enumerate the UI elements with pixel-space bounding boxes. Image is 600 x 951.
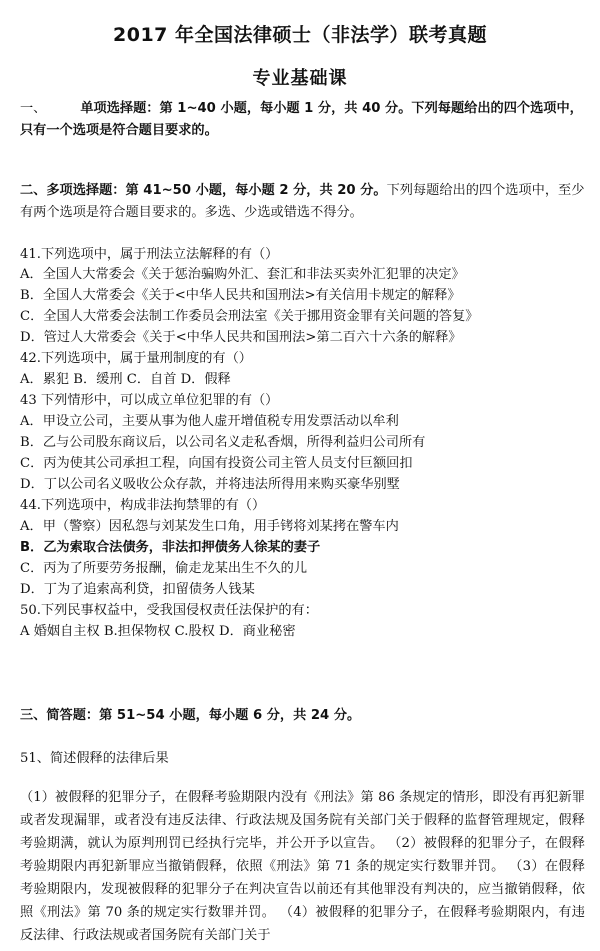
question-option: D．管过人大常委会《关于<中华人民共和国刑法>第二百六十六条的解释》 <box>20 330 462 345</box>
question-option: C．全国人大常委会法制工作委员会刑法室《关于挪用资金罪有关问题的答复》 <box>20 309 479 324</box>
question-option: A．累犯 B．缓刑 C．自首 D．假释 <box>20 372 231 387</box>
question-stem: 43 下列情形中，可以成立单位犯罪的有（） <box>20 393 279 408</box>
question-option: A 婚姻自主权 B.担保物权 C.股权 D．商业秘密 <box>20 624 296 639</box>
question-option: B．全国人大常委会《关于<中华人民共和国刑法>有关信用卡规定的解释》 <box>20 288 461 303</box>
section-heading: 二、多项选择题：第 41~50 小题，每小题 2 分，共 20 分。 <box>20 183 387 198</box>
question-option: A．甲（警察）因私怨与刘某发生口角，用手铐将刘某拷在警车内 <box>20 519 399 534</box>
section-heading: 三、简答题：第 51~54 小题，每小题 6 分，共 24 分。 <box>20 708 361 723</box>
question-option: C．丙为了所要劳务报酬，偷走龙某出生不久的儿 <box>20 561 308 576</box>
section-number: 一、 <box>20 101 47 116</box>
question-option: A．全国人大常委会《关于惩治骗购外汇、套汇和非法买卖外汇犯罪的决定》 <box>20 267 465 282</box>
question-option: D．丁为了追索高利贷，扣留债务人钱某 <box>20 582 255 597</box>
answer-paragraph: （1）被假释的犯罪分子，在假释考验期限内没有《刑法》第 86 条规定的情形，即没有再犯新罪或者发现漏罪，或者没有违反法律、行政法规及国务院有关部门关于假释的监督管理规定，假释考验期满，就认为原判刑罚已经执行完毕，并公开予以宣告。 （2）被假释的犯罪分子，在假释考验期限内再犯新罪应当撤销假释，依照《刑法》第 71 条的规定实行数罪并罚。 （3）在假释考验期限内，发现被假释的犯罪分子在判决宣告以前还有其他罪没有判决的，应当撤销假释，依照《刑法》第 70 条的规定实行数罪并罚。 （4）被假释的犯罪分子，在假释考验期限内，有违反法律、行政法规或者国务院有关部门关于 <box>20 790 585 943</box>
section-multiple-choice <box>20 180 585 224</box>
question-option: B．乙为索取合法债务，非法扣押债务人徐某的妻子 <box>20 540 321 555</box>
section-instructions: 下列每题给出的四个选项中，只有一个选项是符合题目要求的。 <box>20 101 583 138</box>
section-short-answer <box>20 705 585 727</box>
question-option: D．丁以公司名义吸收公众存款，并将违法所得用来购买豪华别墅 <box>20 477 400 492</box>
question-stem: 44.下列选项中，构成非法拘禁罪的有（） <box>20 498 266 513</box>
question-stem: 50.下列民事权益中，受我国侵权责任法保护的有： <box>20 603 318 618</box>
section-heading: 单项选择题：第 1~40 小题，每小题 1 分，共 40 分。 <box>80 101 412 116</box>
question-stem: 51、简述假释的法律后果 <box>20 751 169 766</box>
page-title: 2017 年全国法律硕士（非法学）联考真题 <box>113 24 487 46</box>
page-subtitle: 专业基础课 <box>252 68 348 89</box>
section-single-choice <box>20 98 585 142</box>
question-option: B．乙与公司股东商议后，以公司名义走私香烟，所得利益归公司所有 <box>20 435 426 450</box>
question-option: C．丙为使其公司承担工程，向国有投资公司主管人员支付巨额回扣 <box>20 456 413 471</box>
question-stem: 41.下列选项中，属于刑法立法解释的有（） <box>20 247 279 262</box>
question-option: A．甲设立公司，主要从事为他人虚开增值税专用发票活动以牟利 <box>20 414 399 429</box>
section-instructions: 下列每题给出的四个选项中，至少有两个选项是符合题目要求的。多选、少选或错选不得分。 <box>20 183 585 220</box>
question-stem: 42.下列选项中，属于量刑制度的有（） <box>20 351 252 366</box>
